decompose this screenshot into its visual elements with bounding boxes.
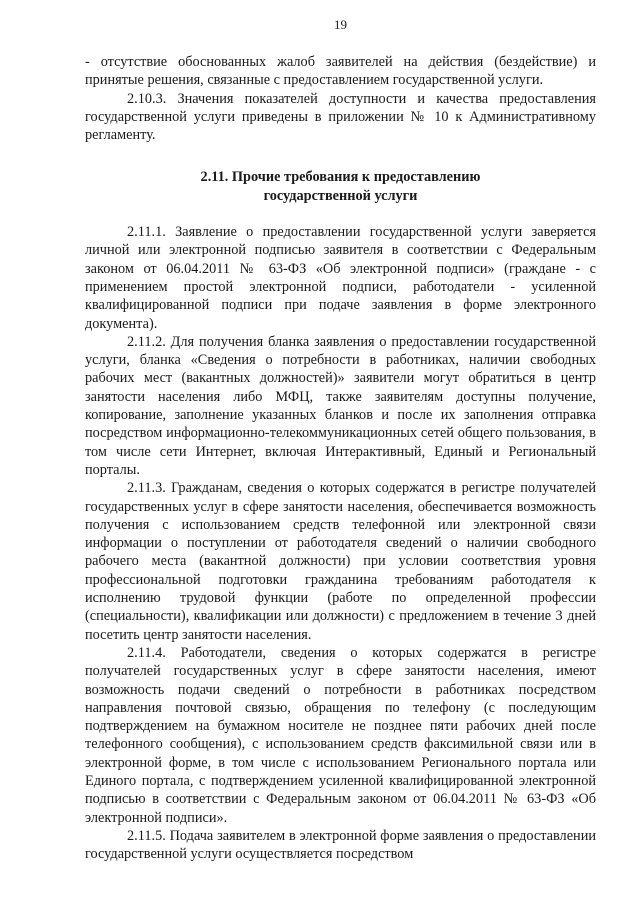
section-heading	[85, 168, 596, 205]
paragraph-2-11-3: 2.11.3. Гражданам, сведения о которых содержатся в регистре получателей государственных услуг в сфере занятости населения, обеспечивается возможность получения с использованием средств телефонной или электронной связи информации о поступлении от работодателя сведений о наличии свободного рабочего места (вакантной должности) при условии соответствия уровня профессиональной подготовки гражданина требованиям работодателя к исполнению трудовой функции (работе по определенной профессии (специальности), квалификации или должности) с предложением в течение 3 дней посетить центр занятости населения.	[85, 480, 596, 643]
paragraph-2-11-5: 2.11.5. Подача заявителем в электронной форме заявления о предоставлении государственной услуги осуществляется посредством	[85, 827, 596, 863]
paragraph-2-11-2: 2.11.2. Для получения бланка заявления о предоставлении государственной услуги, бланка «Сведения о потребности в работниках, наличии свободных рабочих мест (вакантных должностей)» заявители могут обратиться в центр занятости населения либо МФЦ, также заявителям доступны получение, копирование, заполнение указанных бланков и после их заполнения отправка посредством информационно-телекоммуникационных сетей общего пользования, в том числе сети Интернет, включая Интерактивный, Единый и Региональный порталы.	[85, 333, 596, 478]
section-heading-line1: 2.11. Прочие требования к предоставлению	[200, 169, 481, 186]
paragraph-2-11-1: 2.11.1. Заявление о предоставлении государственной услуги заверяется личной или электронной подписью заявителя в соответствии с Федеральным законом от 06.04.2011 № 63-ФЗ «Об электронной подписи» (граждане - с применением простой электронной подписи, работодатели - усиленной квалифицированной подписи при подаче заявления в форме электронного документа).	[85, 224, 596, 332]
page-number: 19	[334, 17, 347, 32]
section-heading-line2: государственной услуги	[263, 187, 418, 204]
paragraph-complaints: - отсутствие обоснованных жалоб заявителей на действия (бездействие) и принятые решения, связанные с предоставлением государственной услуги.	[85, 54, 596, 89]
paragraph-2-10-3: 2.10.3. Значения показателей доступности и качества предоставления государственной услуги приведены в приложении № 10 к Административному регламенту.	[85, 90, 596, 144]
paragraph-2-11-4: 2.11.4. Работодатели, сведения о которых содержатся в регистре получателей государственных услуг в сфере занятости населения, имеют возможность подачи сведений о потребности в работниках посредством направления почтовой связью, обращения по телефону (с последующим подтверждением на бумажном носителе не позднее пяти рабочих дней после телефонного сообщения), с использованием средств факсимильной связи или в электронной форме, в том числе с использованием Регионального портала или Единого портала, с подтверждением усиленной квалифицированной электронной подписью в соответствии с Федеральным законом от 06.04.2011 № 63-ФЗ «Об электронной подписи».	[85, 644, 596, 826]
